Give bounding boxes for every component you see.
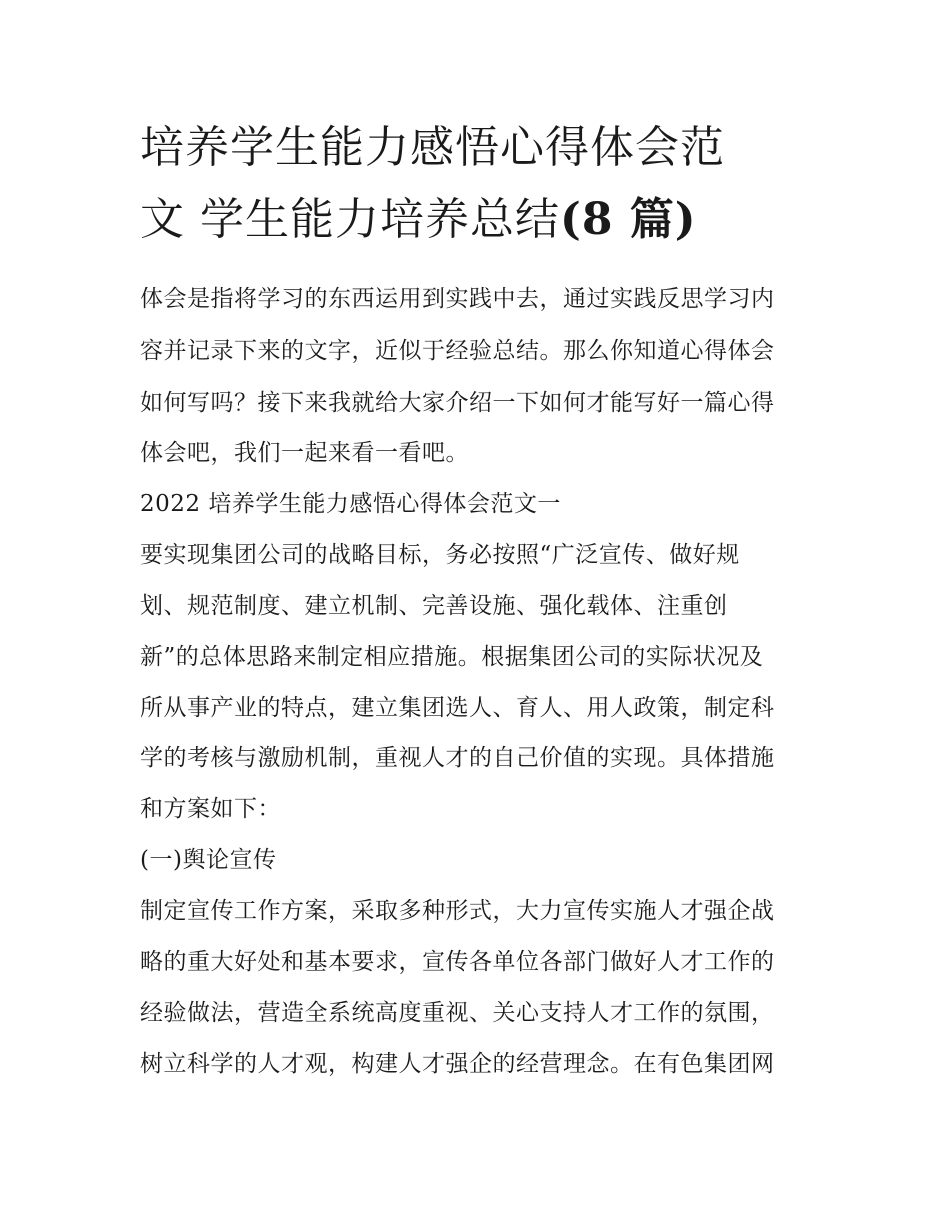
title-count: (8 篇) — [560, 194, 697, 245]
body-line-4: 体会吧，我们一起来看一看吧。 — [140, 440, 469, 466]
subheading-public-opinion: (一)舆论宣传 — [140, 847, 277, 873]
title-line-2 — [140, 184, 820, 256]
title-line-1 — [140, 112, 820, 184]
body-line-10: 学的考核与激励机制，重视人才的自己价值的实现。具体措施 — [140, 745, 775, 771]
body-line-2: 容并记录下来的文字，近似于经验总结。那么你知道心得体会 — [140, 338, 775, 364]
body-line-6: 要实现集团公司的战略目标，务必按照“广泛宣传、做好规 — [140, 542, 740, 568]
body-line-3: 如何写吗？接下来我就给大家介绍一下如何才能写好一篇心得 — [140, 390, 775, 416]
body-line-11: 和方案如下： — [140, 796, 281, 822]
section-heading-1: 2022 培养学生能力感悟心得体会范文一 — [140, 491, 561, 517]
body-line-7: 划、规范制度、建立机制、完善设施、强化载体、注重创 — [140, 593, 728, 619]
body-line-13: 制定宣传工作方案，采取多种形式，大力宣传实施人才强企战 — [140, 898, 775, 924]
title-line-1-text: 培养学生能力感悟心得体会范 — [140, 122, 725, 173]
title-line-2-text: 文 学生能力培养总结 — [140, 194, 560, 245]
body-line-1: 体会是指将学习的东西运用到实践中去，通过实践反思学习内 — [140, 286, 775, 312]
body-line-8: 新”的总体思路来制定相应措施。根据集团公司的实际状况及 — [140, 644, 764, 670]
body-line-15: 经验做法，营造全系统高度重视、关心支持人才工作的氛围， — [140, 1000, 775, 1026]
body-line-9: 所从事产业的特点，建立集团选人、育人、用人政策，制定科 — [140, 695, 775, 721]
body-line-14: 略的重大好处和基本要求，宣传各单位各部门做好人才工作的 — [140, 949, 775, 975]
body-line-16: 树立科学的人才观，构建人才强企的经营理念。在有色集团网 — [140, 1051, 775, 1077]
